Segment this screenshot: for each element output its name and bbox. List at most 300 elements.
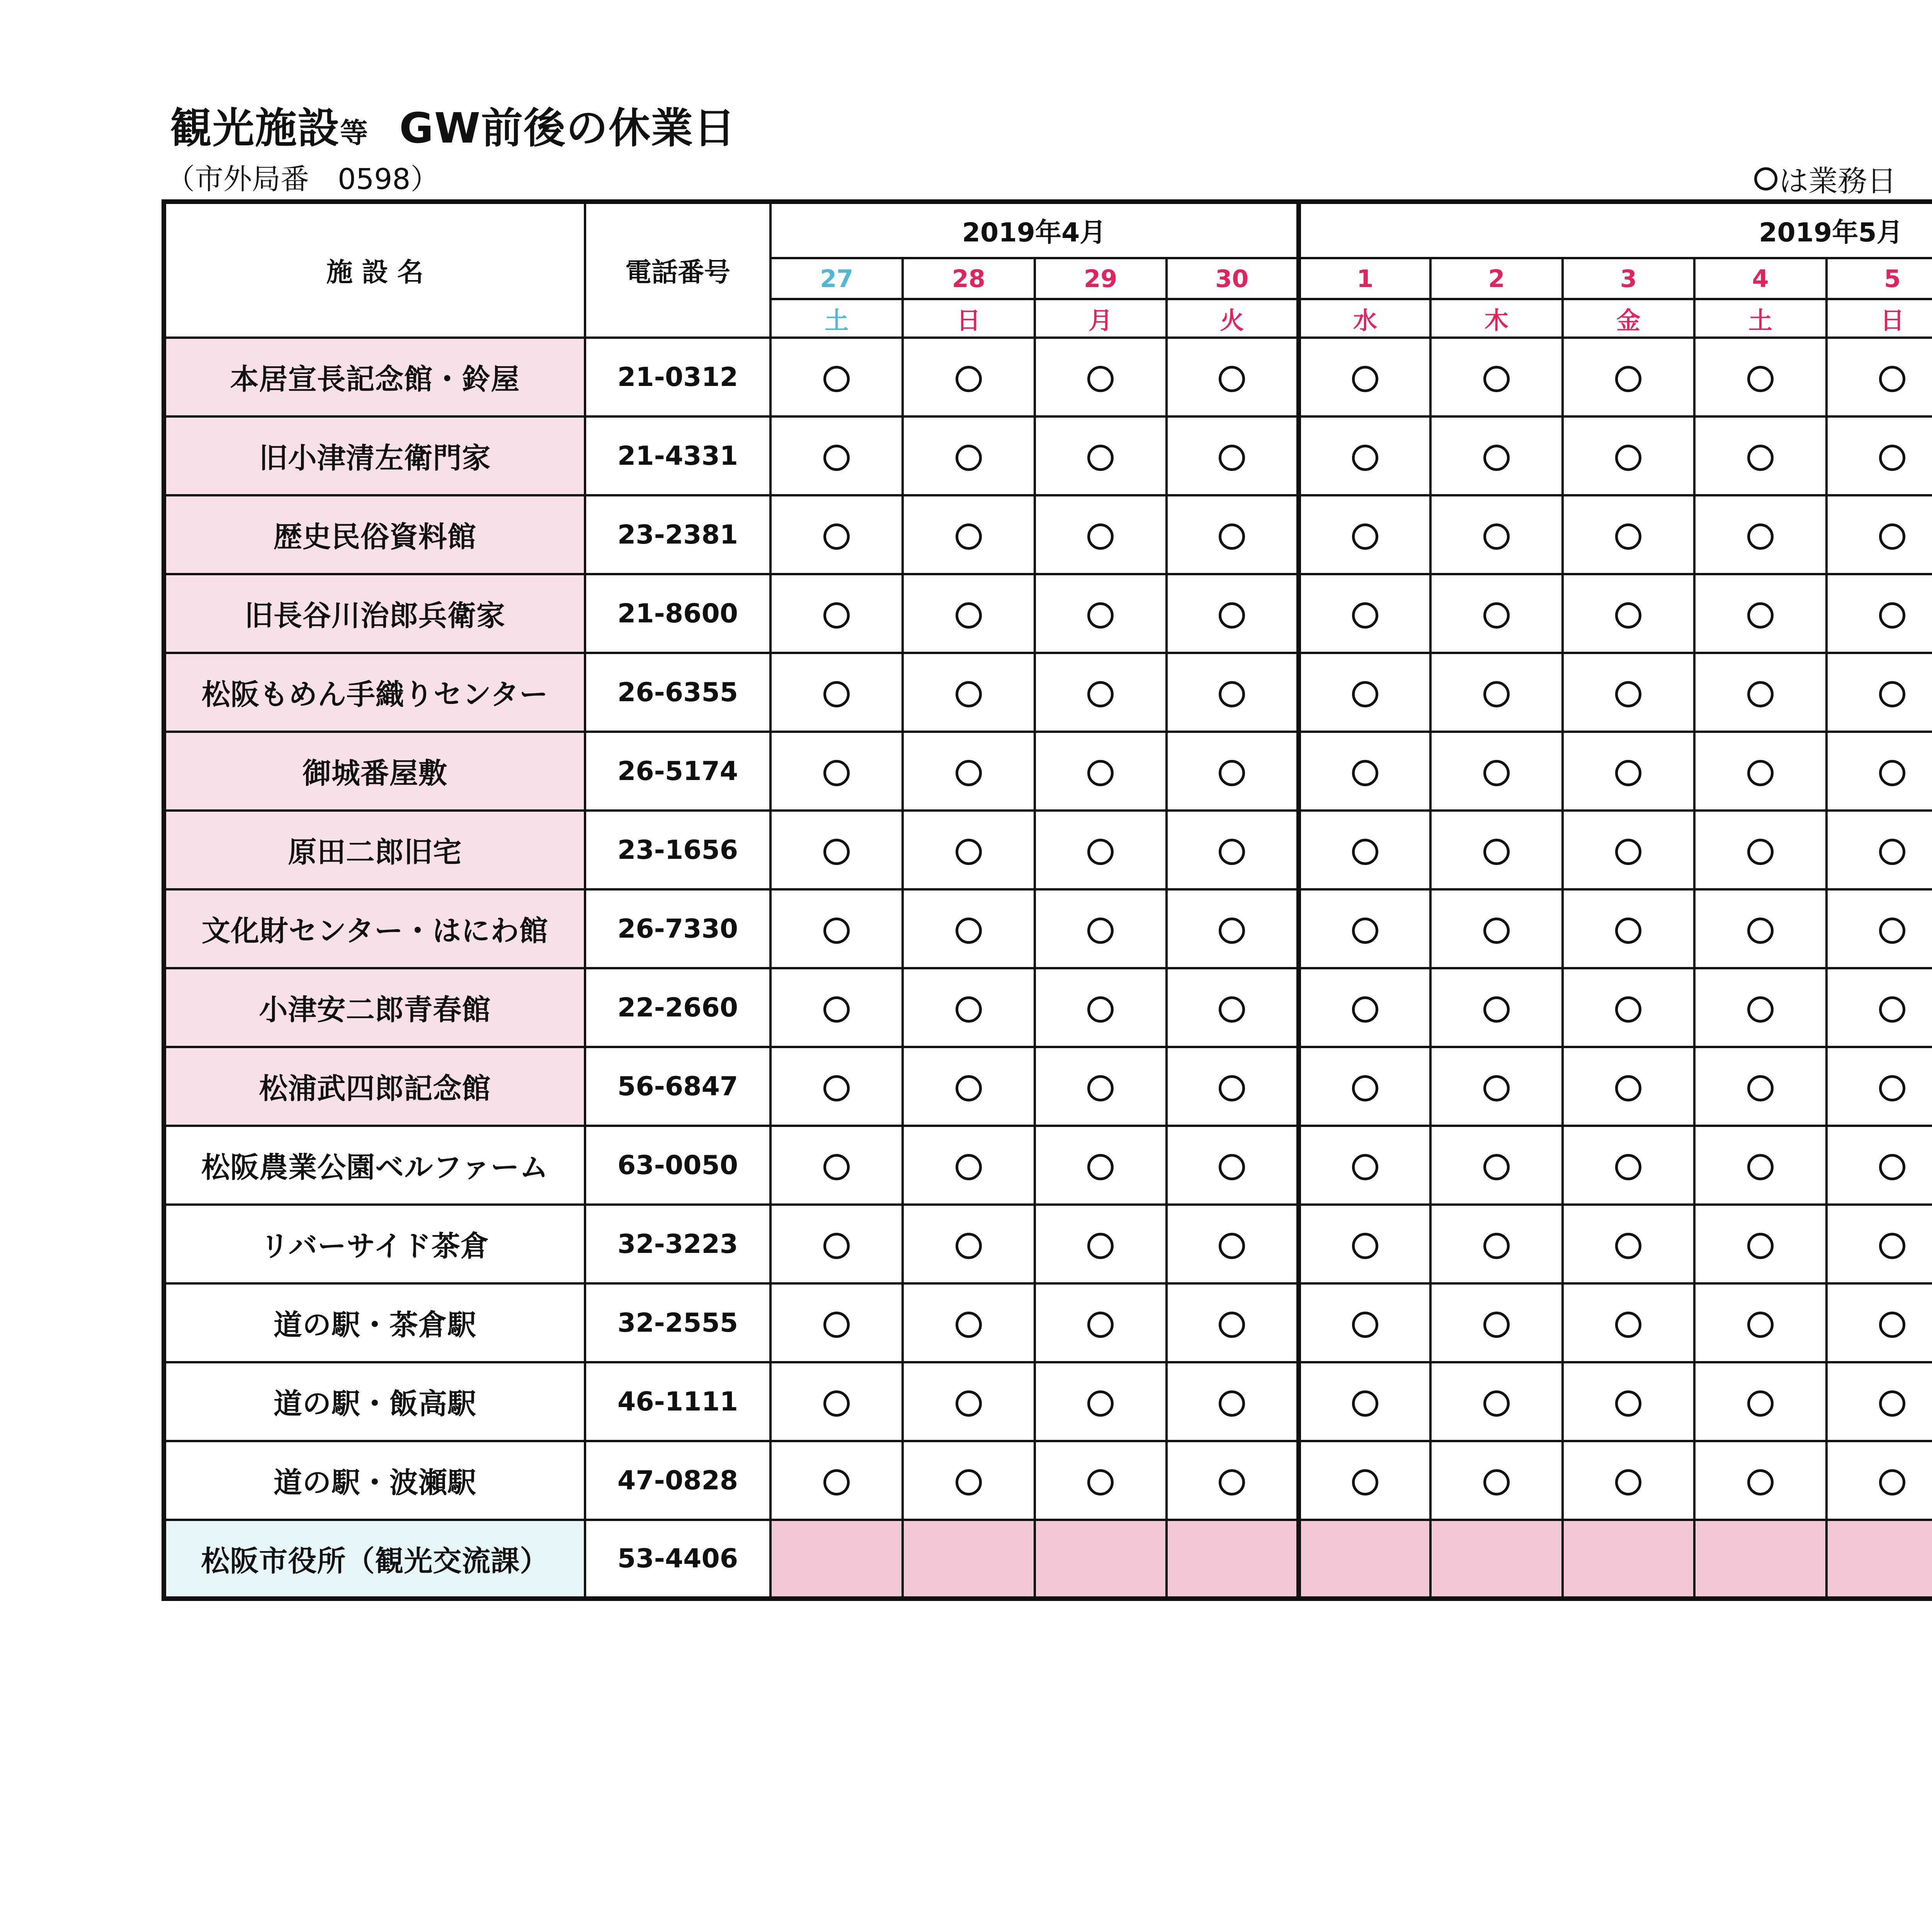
- open-cell: [1694, 1283, 1827, 1362]
- open-cell: [1563, 811, 1695, 889]
- header-facility-name: 施 設 名: [164, 202, 585, 338]
- circle-icon: [1087, 366, 1114, 392]
- circle-icon: [956, 918, 982, 944]
- circle-icon: [1615, 445, 1641, 471]
- open-cell: [1694, 495, 1827, 574]
- open-cell: [1430, 1126, 1563, 1205]
- table-row: [164, 1047, 1932, 1126]
- facility-name: 御城番屋敷: [164, 732, 585, 811]
- legend-open: は業務日: [1754, 158, 1896, 200]
- circle-icon: [1879, 681, 1905, 707]
- circle-icon: [823, 1154, 850, 1180]
- header-month-april: 2019年4月: [770, 202, 1298, 258]
- closed-cell: [1827, 1520, 1932, 1599]
- circle-icon: [1747, 681, 1774, 707]
- facility-name: 旧長谷川治郎兵衛家: [164, 574, 585, 653]
- facility-phone: 47-0828: [585, 1441, 771, 1520]
- circle-icon: [1483, 602, 1510, 629]
- circle-icon: [1483, 523, 1510, 550]
- circle-icon: [1747, 839, 1774, 865]
- open-cell: [1035, 1362, 1167, 1441]
- open-cell: [770, 811, 903, 889]
- open-cell: [1299, 968, 1431, 1047]
- circle-icon: [1352, 1312, 1378, 1338]
- circle-icon: [1879, 1390, 1905, 1417]
- facility-name: 旧小津清左衛門家: [164, 416, 585, 495]
- circle-icon: [1483, 1312, 1510, 1338]
- open-cell: [1694, 889, 1827, 968]
- open-cell: [1299, 1205, 1431, 1283]
- circle-icon: [1219, 681, 1245, 707]
- circle-icon: [1087, 523, 1114, 550]
- open-cell: [1035, 495, 1167, 574]
- open-cell: [903, 495, 1035, 574]
- open-cell: [1167, 495, 1299, 574]
- open-cell: [1694, 732, 1827, 811]
- weekday-header: 土: [770, 299, 903, 338]
- open-cell: [1035, 732, 1167, 811]
- circle-icon: [1747, 445, 1774, 471]
- circle-icon: [1087, 602, 1114, 629]
- facility-phone: 23-1656: [585, 811, 771, 889]
- circle-icon: [956, 839, 982, 865]
- circle-icon: [1747, 1469, 1774, 1496]
- date-header: 4: [1694, 258, 1827, 299]
- circle-icon: [956, 523, 982, 550]
- circle-icon: [1879, 839, 1905, 865]
- open-cell: [1035, 1205, 1167, 1283]
- facility-phone: 32-3223: [585, 1205, 771, 1283]
- circle-icon: [1615, 366, 1641, 392]
- open-cell: [1167, 1047, 1299, 1126]
- open-cell: [1299, 338, 1431, 416]
- circle-icon: [1087, 1233, 1114, 1259]
- circle-icon: [1879, 1312, 1905, 1338]
- circle-icon: [823, 760, 850, 786]
- open-cell: [1430, 732, 1563, 811]
- open-cell: [1563, 653, 1695, 732]
- circle-icon: [1615, 1390, 1641, 1417]
- open-cell: [903, 1126, 1035, 1205]
- open-cell: [1167, 338, 1299, 416]
- circle-icon: [956, 602, 982, 629]
- open-cell: [1035, 889, 1167, 968]
- open-cell: [1563, 1283, 1695, 1362]
- open-cell: [1299, 574, 1431, 653]
- open-cell: [770, 889, 903, 968]
- open-cell: [1430, 811, 1563, 889]
- open-cell: [1827, 1126, 1932, 1205]
- circle-icon: [1087, 839, 1114, 865]
- open-cell: [1167, 1126, 1299, 1205]
- open-cell: [1299, 653, 1431, 732]
- open-cell: [1299, 1362, 1431, 1441]
- circle-icon: [1352, 996, 1378, 1023]
- open-cell: [1563, 1047, 1695, 1126]
- circle-icon: [1747, 1390, 1774, 1417]
- facility-phone: 23-2381: [585, 495, 771, 574]
- closed-cell: [1430, 1520, 1563, 1599]
- circle-icon: [1747, 1312, 1774, 1338]
- open-cell: [1167, 968, 1299, 1047]
- facility-phone: 32-2555: [585, 1283, 771, 1362]
- open-cell: [1430, 338, 1563, 416]
- open-cell: [770, 1047, 903, 1126]
- circle-icon: [1879, 366, 1905, 392]
- open-cell: [1299, 1441, 1431, 1520]
- circle-icon: [1087, 760, 1114, 786]
- open-cell: [1299, 1126, 1431, 1205]
- circle-icon: [1879, 1233, 1905, 1259]
- circle-icon: [1483, 1390, 1510, 1417]
- date-header: 5: [1827, 258, 1932, 299]
- open-cell: [1430, 1362, 1563, 1441]
- circle-icon: [1219, 1075, 1245, 1101]
- circle-icon: [1615, 1469, 1641, 1496]
- date-header: 27: [770, 258, 903, 299]
- circle-icon: [1615, 918, 1641, 944]
- header-phone: 電話番号: [585, 202, 771, 338]
- circle-icon: [823, 445, 850, 471]
- open-cell: [1167, 1283, 1299, 1362]
- open-cell: [903, 1362, 1035, 1441]
- open-cell: [903, 732, 1035, 811]
- circle-icon: [1352, 523, 1378, 550]
- open-cell: [903, 416, 1035, 495]
- open-cell: [1299, 495, 1431, 574]
- circle-icon: [1747, 1233, 1774, 1259]
- circle-icon: [1352, 445, 1378, 471]
- open-cell: [1167, 732, 1299, 811]
- table-row: [164, 574, 1932, 653]
- open-cell: [1430, 653, 1563, 732]
- facility-name: 文化財センター・はにわ館: [164, 889, 585, 968]
- open-cell: [1827, 495, 1932, 574]
- circle-icon: [1879, 918, 1905, 944]
- open-cell: [1035, 1047, 1167, 1126]
- open-cell: [1694, 1205, 1827, 1283]
- circle-icon: [1087, 445, 1114, 471]
- open-cell: [1299, 1283, 1431, 1362]
- circle-icon: [956, 1390, 982, 1417]
- open-cell: [1694, 653, 1827, 732]
- circle-icon: [1615, 760, 1641, 786]
- open-cell: [770, 653, 903, 732]
- open-cell: [1430, 1441, 1563, 1520]
- circle-icon: [1087, 1469, 1114, 1496]
- facility-name: 松阪農業公園ベルファーム: [164, 1126, 585, 1205]
- circle-icon: [1352, 1233, 1378, 1259]
- circle-icon: [1219, 1390, 1245, 1417]
- circle-icon: [1352, 1469, 1378, 1496]
- table-row: [164, 1362, 1932, 1441]
- circle-icon: [956, 1312, 982, 1338]
- circle-icon: [1352, 1154, 1378, 1180]
- circle-icon: [1087, 996, 1114, 1023]
- open-cell: [903, 338, 1035, 416]
- circle-icon: [1219, 918, 1245, 944]
- circle-icon: [1087, 1154, 1114, 1180]
- open-cell: [1827, 968, 1932, 1047]
- open-cell: [770, 732, 903, 811]
- circle-icon: [1483, 1469, 1510, 1496]
- open-cell: [1694, 1441, 1827, 1520]
- open-cell: [1299, 416, 1431, 495]
- open-cell: [770, 1362, 903, 1441]
- open-cell: [1694, 968, 1827, 1047]
- table-row: [164, 1205, 1932, 1283]
- circle-icon: [1219, 996, 1245, 1023]
- circle-icon: [1219, 1233, 1245, 1259]
- closed-cell: [1563, 1520, 1695, 1599]
- circle-icon: [1219, 760, 1245, 786]
- circle-icon: [956, 1469, 982, 1496]
- open-cell: [1563, 1441, 1695, 1520]
- open-cell: [903, 1283, 1035, 1362]
- open-cell: [770, 416, 903, 495]
- facility-phone: 26-5174: [585, 732, 771, 811]
- date-header: 30: [1167, 258, 1299, 299]
- facility-phone: 46-1111: [585, 1362, 771, 1441]
- circle-icon: [1615, 996, 1641, 1023]
- closure-schedule-table: [162, 199, 1932, 1601]
- circle-icon: [956, 996, 982, 1023]
- circle-icon: [1087, 1075, 1114, 1101]
- open-cell: [1827, 1362, 1932, 1441]
- circle-icon: [823, 1075, 850, 1101]
- page-title: 観光施設等 GW前後の休業日: [170, 104, 736, 153]
- circle-icon: [1615, 681, 1641, 707]
- facility-phone: 21-4331: [585, 416, 771, 495]
- date-header: 28: [903, 258, 1035, 299]
- circle-icon: [1483, 996, 1510, 1023]
- open-cell: [1035, 416, 1167, 495]
- circle-icon: [1483, 1233, 1510, 1259]
- circle-icon: [1879, 760, 1905, 786]
- facility-name: 本居宣長記念館・鈴屋: [164, 338, 585, 416]
- open-cell: [903, 1047, 1035, 1126]
- open-cell: [1827, 1047, 1932, 1126]
- open-cell: [1035, 653, 1167, 732]
- circle-icon: [1747, 1154, 1774, 1180]
- circle-icon: [1747, 523, 1774, 550]
- circle-icon: [1352, 760, 1378, 786]
- open-cell: [1430, 968, 1563, 1047]
- facility-phone: 21-0312: [585, 338, 771, 416]
- open-cell: [1563, 732, 1695, 811]
- open-cell: [1827, 1205, 1932, 1283]
- open-cell: [770, 1283, 903, 1362]
- table-row: [164, 1520, 1932, 1599]
- facility-name: 道の駅・飯高駅: [164, 1362, 585, 1441]
- facility-phone: 21-8600: [585, 574, 771, 653]
- circle-icon: [1879, 1075, 1905, 1101]
- circle-icon: [1615, 1233, 1641, 1259]
- legend: [1754, 158, 1932, 201]
- table-row: [164, 889, 1932, 968]
- open-cell: [1167, 811, 1299, 889]
- open-cell: [1035, 1126, 1167, 1205]
- open-cell: [1167, 416, 1299, 495]
- facility-phone: 53-4406: [585, 1520, 771, 1599]
- open-cell: [903, 889, 1035, 968]
- closed-cell: [1035, 1520, 1167, 1599]
- open-cell: [1563, 495, 1695, 574]
- circle-icon: [1219, 366, 1245, 392]
- open-cell: [1430, 1205, 1563, 1283]
- closed-cell: [1167, 1520, 1299, 1599]
- open-cell: [1563, 889, 1695, 968]
- table-row: [164, 495, 1932, 574]
- open-cell: [1827, 1441, 1932, 1520]
- circle-icon: [1615, 1312, 1641, 1338]
- circle-icon: [823, 996, 850, 1023]
- open-cell: [770, 1126, 903, 1205]
- open-cell: [1563, 574, 1695, 653]
- facility-name: 道の駅・波瀬駅: [164, 1441, 585, 1520]
- open-cell: [903, 574, 1035, 653]
- circle-icon: [1879, 523, 1905, 550]
- weekday-header: 日: [1827, 299, 1932, 338]
- area-code-note: （市外局番 0598）: [166, 163, 439, 196]
- date-header: 29: [1035, 258, 1167, 299]
- open-cell: [1827, 338, 1932, 416]
- facility-name: 松阪市役所（観光交流課）: [164, 1520, 585, 1599]
- facility-name: 小津安二郎青春館: [164, 968, 585, 1047]
- open-cell: [1035, 811, 1167, 889]
- circle-icon: [1352, 681, 1378, 707]
- open-cell: [903, 811, 1035, 889]
- open-cell: [1167, 653, 1299, 732]
- open-cell: [903, 1441, 1035, 1520]
- circle-icon: [1615, 839, 1641, 865]
- open-cell: [1694, 574, 1827, 653]
- circle-icon: [1615, 602, 1641, 629]
- circle-icon: [956, 1154, 982, 1180]
- open-cell: [1430, 1283, 1563, 1362]
- circle-icon: [1879, 602, 1905, 629]
- circle-icon: [1219, 839, 1245, 865]
- circle-icon: [1483, 918, 1510, 944]
- circle-icon: [1879, 1469, 1905, 1496]
- open-cell: [1430, 416, 1563, 495]
- open-cell: [1299, 1047, 1431, 1126]
- circle-icon: [1615, 1154, 1641, 1180]
- circle-icon: [1352, 918, 1378, 944]
- circle-icon: [823, 918, 850, 944]
- closed-cell: [770, 1520, 903, 1599]
- circle-icon: [1219, 1312, 1245, 1338]
- facility-phone: 26-7330: [585, 889, 771, 968]
- circle-icon: [1483, 445, 1510, 471]
- facility-phone: 63-0050: [585, 1126, 771, 1205]
- open-cell: [1694, 811, 1827, 889]
- open-cell: [1563, 338, 1695, 416]
- circle-icon: [823, 1390, 850, 1417]
- circle-icon: [1352, 602, 1378, 629]
- facility-phone: 26-6355: [585, 653, 771, 732]
- open-cell: [903, 653, 1035, 732]
- circle-icon: [1219, 602, 1245, 629]
- open-cell: [770, 1441, 903, 1520]
- open-cell: [1299, 732, 1431, 811]
- open-cell: [1827, 653, 1932, 732]
- open-cell: [770, 338, 903, 416]
- facility-phone: 56-6847: [585, 1047, 771, 1126]
- circle-icon: [956, 366, 982, 392]
- facility-name: 道の駅・茶倉駅: [164, 1283, 585, 1362]
- circle-icon: [1754, 167, 1777, 190]
- circle-icon: [823, 1312, 850, 1338]
- circle-icon: [1747, 1075, 1774, 1101]
- weekday-header: 木: [1430, 299, 1563, 338]
- open-cell: [770, 968, 903, 1047]
- circle-icon: [956, 681, 982, 707]
- closed-cell: [1299, 1520, 1431, 1599]
- open-cell: [1694, 1126, 1827, 1205]
- circle-icon: [1747, 996, 1774, 1023]
- open-cell: [1694, 1362, 1827, 1441]
- circle-icon: [956, 760, 982, 786]
- circle-icon: [1087, 1390, 1114, 1417]
- circle-icon: [1087, 1312, 1114, 1338]
- circle-icon: [956, 1233, 982, 1259]
- circle-icon: [1483, 839, 1510, 865]
- open-cell: [1035, 1283, 1167, 1362]
- open-cell: [1827, 1283, 1932, 1362]
- open-cell: [903, 1205, 1035, 1283]
- closed-cell: [903, 1520, 1035, 1599]
- facility-name: 歴史民俗資料館: [164, 495, 585, 574]
- circle-icon: [1219, 1154, 1245, 1180]
- open-cell: [1563, 416, 1695, 495]
- open-cell: [1167, 574, 1299, 653]
- circle-icon: [1219, 445, 1245, 471]
- circle-icon: [956, 1075, 982, 1101]
- open-cell: [1827, 732, 1932, 811]
- facility-phone: 22-2660: [585, 968, 771, 1047]
- open-cell: [770, 495, 903, 574]
- circle-icon: [1352, 1075, 1378, 1101]
- circle-icon: [823, 602, 850, 629]
- table-row: [164, 1126, 1932, 1205]
- circle-icon: [956, 445, 982, 471]
- open-cell: [1563, 1362, 1695, 1441]
- circle-icon: [1219, 523, 1245, 550]
- open-cell: [903, 968, 1035, 1047]
- open-cell: [1827, 811, 1932, 889]
- circle-icon: [1352, 1390, 1378, 1417]
- open-cell: [1167, 1205, 1299, 1283]
- circle-icon: [823, 839, 850, 865]
- open-cell: [1430, 1047, 1563, 1126]
- date-header: 1: [1299, 258, 1431, 299]
- weekday-header: 金: [1563, 299, 1695, 338]
- circle-icon: [1747, 366, 1774, 392]
- open-cell: [1563, 1205, 1695, 1283]
- weekday-header: 水: [1299, 299, 1431, 338]
- circle-icon: [1747, 918, 1774, 944]
- open-cell: [1035, 574, 1167, 653]
- circle-icon: [1483, 681, 1510, 707]
- table-row: [164, 653, 1932, 732]
- facility-name: リバーサイド茶倉: [164, 1205, 585, 1283]
- circle-icon: [1879, 445, 1905, 471]
- open-cell: [1430, 574, 1563, 653]
- circle-icon: [1219, 1469, 1245, 1496]
- circle-icon: [1483, 760, 1510, 786]
- circle-icon: [1352, 839, 1378, 865]
